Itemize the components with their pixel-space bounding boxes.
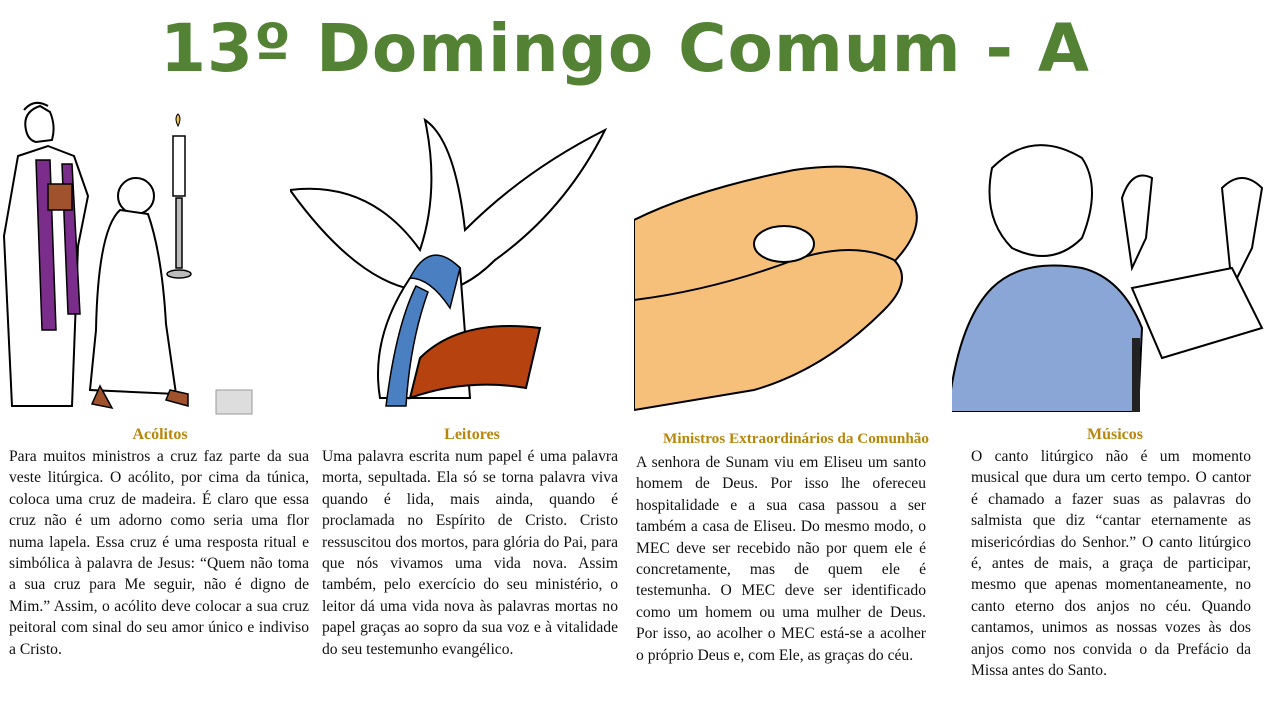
section-text-readers: Uma palavra escrita num papel é uma palavra morta, sepultada. Ela só se torna palavra viva quando é lida, mais ainda, quando é proclamada no Espírito de Cristo. Cristo ressuscitou dos mortos, para glória do Pai, para que nós vivamos uma vida nova. Assim também, pelo exercício do seu ministério, o leitor dá uma vida nova às palavras mortas no papel graças ao sopro da sua voz e à vitalidade do seu testemunho evangélico. (322, 448, 618, 658)
hands-host-illustration (634, 140, 940, 412)
page-title: 13º Domingo Comum - A (160, 10, 1090, 87)
section-text-ministers: A senhora de Sunam viu em Eliseu um santo homem de Deus. Por isso lhe ofereceu hospitalidade e a sua casa passou a ser também a casa de Eliseu. Do mesmo modo, o MEC deve ser recebido não por quem ele é concretamente, mas de quem ele é testemunha. O MEC deve ser identificado como um homem ou uma mulher de Deus. Por isso, ao acolher o MEC está-se a acolher o próprio Deus e, com Ele, as graças do céu. (636, 454, 926, 664)
section-text-acolytes: Para muitos ministros a cruz faz parte da sua veste litúrgica. O acólito, por cima da túnica, coloca uma cruz de madeira. É claro que essa cruz não é um adorno como seria uma flor numa lapela. Essa cruz é uma resposta ritual e simbólica à palavra de Jesus: “Quem não toma a sua cruz para Me seguir, não é digno de Mim.” Assim, o acólito deve colocar a sua cruz peitoral com sinal do seu amor único e indiviso a Cristo. (9, 448, 309, 658)
acolytes-illustration (0, 98, 255, 416)
section-heading-readers: Leitores (444, 426, 500, 443)
section-heading-acolytes: Acólitos (132, 426, 188, 443)
reader-dove-illustration (290, 98, 610, 416)
section-heading-musicians: Músicos (1087, 426, 1143, 443)
section-heading-ministers: Ministros Extraordinários da Comunhão (663, 430, 929, 447)
section-text-musicians: O canto litúrgico não é um momento musical que dura um certo tempo. O cantor é chamado a fazer suas as palavras do salmista que diz “cantar eternamente as misericórdias do Senhor.” O canto litúrgico é, antes de mais, a graça de participar, mesmo que apenas momentaneamente, no canto eterno dos anjos no céu. Quando cantamos, unimos as nossas vozes às dos anjos como nos convida o da Prefácio da Missa antes do Santo. (971, 448, 1251, 680)
cantor-illustration (952, 138, 1280, 412)
